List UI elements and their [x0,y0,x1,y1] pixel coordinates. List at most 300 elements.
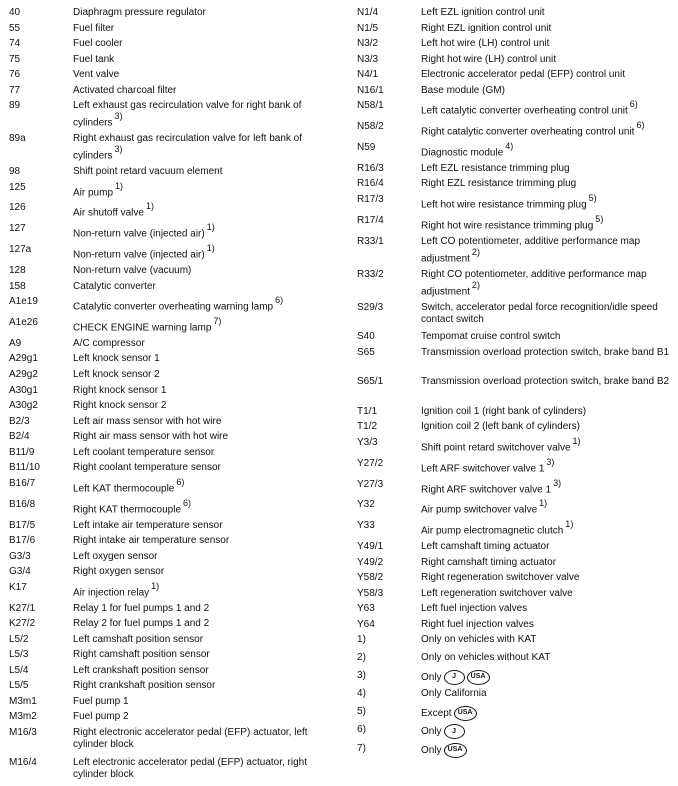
component-code: Y58/2 [357,572,384,584]
footnote-entry [357,652,672,666]
country-badge-usa: USA [454,706,477,721]
component-description [73,582,341,599]
footnote-text [421,706,672,721]
footnote-ref-number: 6 [275,295,281,306]
footnote-reference: 3) [114,111,123,122]
component-description [421,54,672,66]
legend-entry [9,634,341,646]
component-code: B2/4 [9,431,30,443]
footnote-ref-number: 3 [114,111,120,122]
component-description [421,85,672,97]
legend-entry [357,520,672,537]
component-description [421,215,672,232]
footnote-ref-number: 1 [206,243,212,254]
description-text: Right ARF switchover valve 1 [421,483,552,495]
component-description [73,338,341,350]
footnote-ref-number: 1 [539,498,545,509]
component-description [73,385,341,397]
footnote-reference: 1) [539,498,548,509]
legend-entry [357,121,672,138]
legend-entry [9,281,341,293]
footnote-ref-number: 2 [471,279,477,290]
component-description [421,194,672,211]
component-description [73,696,341,708]
legend-entry [9,38,341,50]
component-description [73,416,341,428]
footnote-number: 3) [357,669,366,681]
legend-entry [357,38,672,50]
component-description [421,23,672,35]
description-text: Electronic accelerator pedal (EFP) control unit [421,69,625,81]
footnote-reference: 1) [206,222,215,233]
description-text: Left coolant temperature sensor [73,446,215,458]
component-description [421,163,672,175]
footnote-reference: 6) [275,295,284,306]
description-text: Left KAT thermocouple [73,483,175,495]
component-code: R16/3 [357,162,384,174]
description-text: Right camshaft position sensor [73,649,210,661]
component-description [421,588,672,600]
legend-entry [9,265,341,277]
description-text: Right CO potentiometer, additive performance map adjustment [421,268,647,297]
legend-entry [357,437,672,454]
component-description [73,369,341,381]
description-text: Fuel pump 2 [73,711,129,723]
component-description [73,711,341,723]
footnote-reference: 2) [471,246,480,257]
description-text: Ignition coil 2 (left bank of cylinders) [421,421,580,433]
component-code: B16/8 [9,498,36,510]
description-text: Left hot wire (LH) control unit [421,38,550,50]
footnote-reference: 3) [553,477,562,488]
legend-entry [9,69,341,81]
description-text: Activated charcoal filter [73,84,177,96]
component-code: B17/6 [9,535,36,547]
component-code: 40 [9,7,21,18]
legend-entry [357,479,672,496]
footnote-reference: 6) [629,99,638,110]
description-text: Air pump [73,186,114,198]
description-text: Right EZL resistance trimming plug [421,178,577,190]
description-text: Relay 2 for fuel pumps 1 and 2 [73,618,210,630]
component-code: 74 [9,38,21,50]
component-description [421,178,672,190]
component-code: A29g1 [9,353,38,365]
footnote-reference: 5) [588,193,597,203]
component-code: Y27/2 [357,457,384,469]
footnote-ref-number: 5 [588,193,594,203]
component-code: Y63 [357,603,375,615]
component-description [73,634,341,646]
description-text: Left intake air temperature sensor [73,519,223,531]
component-description [421,619,672,631]
component-code: B11/10 [9,462,40,474]
footnote-ref-number: 6 [636,120,642,131]
component-code: G3/4 [9,566,31,578]
legend-entry [9,582,341,599]
description-text: Fuel tank [73,53,115,65]
footnote-text-label: Only [421,671,442,683]
footnote-text [421,652,672,664]
component-description [73,551,341,563]
component-description [421,302,672,326]
legend-entry [9,85,341,97]
component-code: Y33 [357,520,375,532]
legend-entry [9,535,341,547]
legend-entry [9,696,341,708]
component-description [73,535,341,547]
description-text: Vent valve [73,69,120,81]
legend-entry [9,447,341,459]
footnote-reference: 1) [115,180,124,191]
component-code: N58/1 [357,100,384,112]
footnote-number-text: 2 [357,651,363,663]
footnote-number: 4) [357,688,366,700]
component-description [421,121,672,138]
component-description [421,331,672,343]
component-description [73,566,341,578]
legend-entry [9,100,341,129]
component-description [73,166,341,178]
description-text: Shift point retard vacuum element [73,166,223,178]
description-text: Left EZL ignition control unit [421,7,545,18]
component-description [421,376,672,388]
description-text: Right hot wire (LH) control unit [421,53,557,65]
footnote-text [421,670,672,685]
component-code: M16/3 [9,727,37,739]
description-text: Non-return valve (injected air) [73,228,205,240]
description-text: Left crankshaft position sensor [73,664,209,676]
footnotes-list [357,634,672,757]
footnote-ref-number: 1 [145,201,151,212]
country-badge-japan: J [444,724,465,739]
legend-entry [9,338,341,350]
legend-entry [357,54,672,66]
component-code: A29g2 [9,369,38,381]
country-badge-usa: USA [444,743,467,758]
component-code: A30g1 [9,384,38,396]
description-text: Left oxygen sensor [73,550,158,562]
component-code: Y32 [357,499,375,511]
component-code: N59 [357,142,376,154]
legend-entry [9,166,341,178]
component-description [73,23,341,35]
legend-entry [9,727,341,753]
component-code: 76 [9,69,21,81]
footnote-ref-number: 3 [546,456,552,467]
component-description [421,458,672,475]
component-code: 55 [9,22,21,34]
component-description [73,85,341,97]
footnote-reference: 6) [636,120,645,131]
component-code: L5/5 [9,680,29,692]
footnote-entry [357,706,672,721]
footnote-reference: 3) [546,456,555,467]
description-text: Air shutoff valve [73,207,144,219]
legend-entry [9,353,341,365]
description-text: Diagnostic module [421,147,504,159]
description-text: Tempomat cruise control switch [421,331,561,343]
footnote-entry [357,743,672,758]
component-code: S65/1 [357,376,384,388]
component-code: Y49/1 [357,541,384,553]
legend-entry [357,421,672,433]
footnote-ref-number: 4 [505,141,511,152]
footnote-ref-number: 7 [213,316,219,327]
legend-entry [9,431,341,443]
legend-entry [9,711,341,723]
legend-entry [9,133,341,162]
legend-entry [9,54,341,66]
footnote-number-text: 6 [357,724,363,736]
component-code: N4/1 [357,69,379,81]
footnote-text-label: Only on vehicles without KAT [421,651,551,663]
legend-entry [357,23,672,35]
description-text: Right oxygen sensor [73,566,165,578]
description-text: Fuel cooler [73,38,123,50]
component-description [421,347,672,359]
description-text: Right knock sensor 1 [73,384,167,396]
component-code: Y58/3 [357,587,384,599]
component-code: Y3/3 [357,436,378,448]
description-text: Right electronic accelerator pedal (EFP) actuator, left cylinder block [73,727,308,751]
description-text: Non-return valve (injected air) [73,249,205,261]
footnote-text-label: Only on vehicles with KAT [421,634,537,646]
legend-entry [9,478,341,495]
legend-entry [9,618,341,630]
component-description [73,649,341,661]
legend-entry [357,458,672,475]
component-description [73,7,341,19]
component-code: N3/3 [357,53,379,65]
legend-entry [9,400,341,412]
component-description [421,69,672,81]
component-code: A1e19 [9,296,38,308]
description-text: Left electronic accelerator pedal (EFP) actuator, right cylinder block [73,756,308,780]
footnote-ref-number: 2 [471,246,477,257]
footnote-reference: 4) [505,141,514,152]
legend-entry [357,572,672,584]
footnote-text-label: Only [421,744,442,756]
component-description [421,100,672,117]
component-description [73,431,341,443]
description-text: Left air mass sensor with hot wire [73,415,222,427]
component-code: N58/2 [357,121,384,133]
left-legend-column [9,7,341,786]
component-code: B2/3 [9,415,30,427]
description-text: Air pump electromagnetic clutch [421,525,564,537]
component-description [421,572,672,584]
legend-entry [9,520,341,532]
legend-entry [9,202,341,219]
footnote-text-label: Only [421,726,442,738]
component-code: 127 [9,223,26,235]
description-text: Relay 1 for fuel pumps 1 and 2 [73,602,210,614]
legend-entry [9,416,341,428]
component-description [73,400,341,412]
description-text: Right coolant temperature sensor [73,462,221,474]
component-code: M3m1 [9,695,37,707]
component-description [73,757,341,781]
footnote-reference: 5) [595,213,604,224]
description-text: Non-return valve (vacuum) [73,265,192,277]
description-text: Right crankshaft position sensor [73,680,216,692]
component-description [73,618,341,630]
component-code: S65 [357,346,375,358]
description-text: Left EZL resistance trimming plug [421,162,570,174]
component-code: R17/3 [357,194,384,205]
description-text: Left camshaft timing actuator [421,541,550,553]
legend-entry [357,163,672,175]
component-code: L5/3 [9,649,29,661]
component-description [421,603,672,615]
component-description [73,680,341,692]
footnote-reference: 1) [565,519,574,530]
footnote-entry [357,670,672,685]
legend-entry [357,557,672,569]
component-code: M3m2 [9,711,37,723]
footnote-number: 2) [357,651,366,663]
description-text: Left camshaft position sensor [73,633,204,645]
legend-entry [357,69,672,81]
description-text: Right regeneration switchover valve [421,572,580,584]
legend-entry [357,100,672,117]
footnote-reference: 2) [471,279,480,290]
component-description [73,223,341,240]
description-text: Right catalytic converter overheating control unit [421,126,635,138]
footnote-number: 1) [357,634,366,646]
component-code: N16/1 [357,84,384,96]
legend-entry [9,23,341,35]
component-code: R17/4 [357,214,384,226]
legend-entry [9,680,341,692]
description-text: Diaphragm pressure regulator [73,7,206,18]
description-text: Switch, accelerator pedal force recognition/idle speed contact switch [421,301,658,325]
component-code: B11/9 [9,446,35,458]
description-text: Right KAT thermocouple [73,504,182,516]
component-code: B17/5 [9,519,36,531]
component-code: T1/1 [357,405,378,417]
component-code: N3/2 [357,38,379,50]
footnote-ref-number: 6 [183,497,189,508]
description-text: Left hot wire resistance trimming plug [421,199,587,211]
description-text: Right air mass sensor with hot wire [73,431,229,443]
component-description [73,499,341,516]
component-description [73,202,341,219]
component-description [73,54,341,66]
legend-entry [357,588,672,600]
footnote-text-label: Only California [421,688,487,700]
legend-entry [357,178,672,190]
legend-entry [9,369,341,381]
footnote-ref-number: 1 [565,519,571,530]
component-description [421,406,672,418]
footnote-text-label: Except [421,707,452,719]
legend-entry [357,331,672,343]
component-description [73,462,341,474]
component-description [73,603,341,615]
footnote-text [421,743,672,758]
footnote-ref-number: 3 [114,144,120,155]
component-description [73,520,341,532]
footnote-number-text: 5 [357,705,363,717]
footnote-number-text: 7 [357,742,363,754]
component-code: T1/2 [357,421,378,433]
component-code: B16/7 [9,477,36,489]
footnote-number-text: 1 [357,634,363,646]
component-description [73,265,341,277]
component-code: K27/2 [9,618,36,630]
component-code: 158 [9,280,26,292]
component-code: A30g2 [9,400,38,412]
footnote-entry [357,724,672,739]
description-text: Base module (GM) [421,84,505,96]
component-description [421,142,672,159]
footnote-number: 5) [357,705,366,717]
component-description [73,665,341,677]
description-text: Left fuel injection valves [421,603,528,615]
footnote-ref-number: 3 [553,477,559,488]
component-code: Y64 [357,618,375,630]
right-legend-column [357,7,672,761]
component-code: Y49/2 [357,556,384,568]
component-code: N1/5 [357,22,379,34]
component-code: R16/4 [357,178,384,190]
description-text: Right hot wire resistance trimming plug [421,220,594,232]
component-description [421,421,672,433]
legend-entry [9,603,341,615]
component-description [421,269,672,298]
footnote-reference: 1) [206,243,215,254]
component-description [421,499,672,516]
component-description [73,727,341,751]
footnote-reference: 1) [572,435,581,446]
footnote-entry [357,634,672,648]
component-description [73,296,341,313]
footnote-number: 6) [357,724,366,736]
legend-entry [357,376,672,402]
component-code: 98 [9,166,21,178]
legend-entry [357,406,672,418]
description-text: Left catalytic converter overheating control unit [421,105,628,117]
description-text: Left knock sensor 2 [73,369,160,381]
component-code: R33/1 [357,235,384,247]
component-description [73,182,341,199]
legend-entry [357,541,672,553]
footnote-reference: 6) [183,497,192,508]
description-text: Shift point retard switchover valve [421,442,571,454]
legend-entry [9,182,341,199]
legend-entry [9,244,341,261]
description-text: A/C compressor [73,337,145,349]
description-text: Right exhaust gas recirculation valve for left bank of cylinders [73,133,303,162]
component-description [73,317,341,334]
legend-entry [357,269,672,298]
component-code: K17 [9,581,27,593]
description-text: Ignition coil 1 (right bank of cylinders) [421,405,587,417]
component-description [73,100,341,129]
component-code: 128 [9,265,26,277]
component-description [421,236,672,265]
footnote-reference: 6) [176,476,185,487]
footnote-ref-number: 1 [206,222,212,233]
legend-entry [9,665,341,677]
component-description [73,447,341,459]
description-text: Right knock sensor 2 [73,400,167,412]
component-code: M16/4 [9,756,37,768]
footnote-ref-number: 6 [176,476,182,487]
component-description [73,281,341,293]
